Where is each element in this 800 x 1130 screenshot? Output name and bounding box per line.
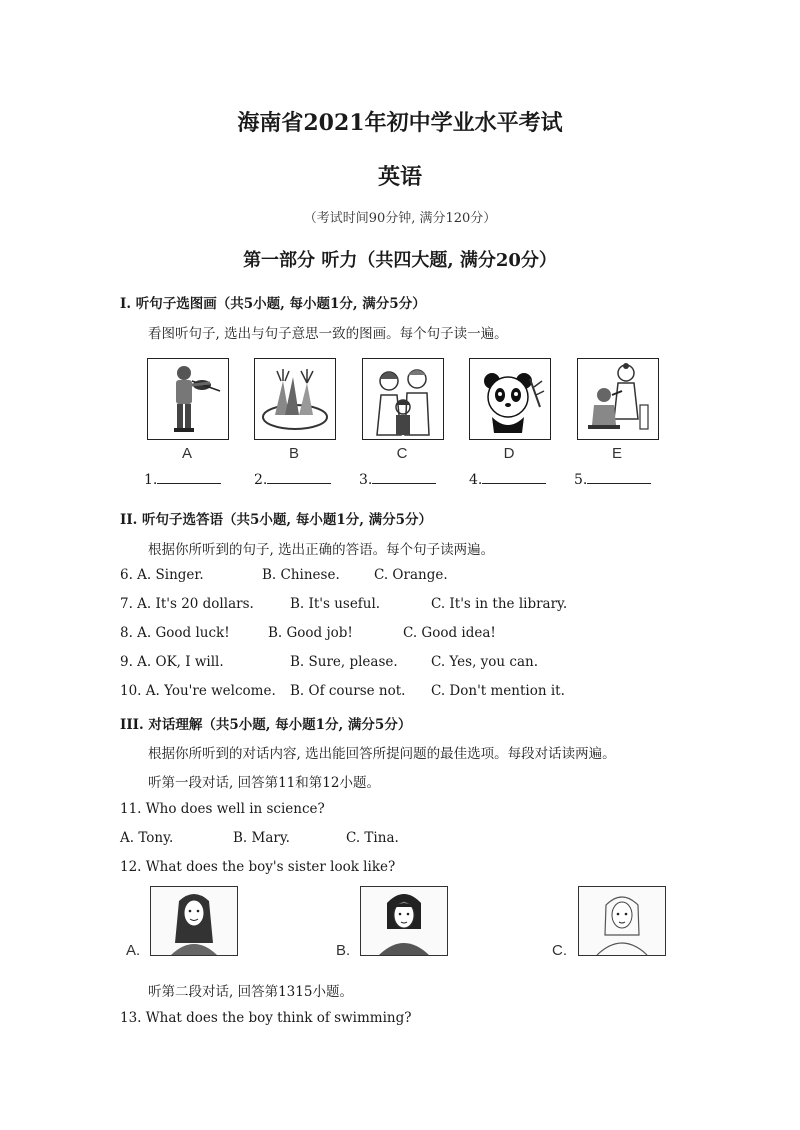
q11-stem: 11. Who does well in science? — [120, 801, 325, 817]
q7-option-b[interactable]: B. It's useful. — [290, 596, 381, 612]
vegetables-icon — [255, 359, 335, 439]
picture-a — [147, 358, 229, 440]
exam-info: （考试时间90分钟, 满分120分） — [303, 211, 497, 226]
q12-option-a[interactable] — [150, 886, 238, 956]
q8-option-c[interactable]: C. Good idea! — [403, 625, 496, 641]
q12-option-c[interactable] — [578, 886, 666, 956]
section2-instruction: 根据你所听到的句子, 选出正确的答语。每个句子读两遍。 — [148, 542, 495, 558]
picture-label-a: A — [181, 445, 192, 462]
blank-line — [157, 471, 221, 484]
picture-label-d: D — [503, 445, 515, 462]
q10-option-a[interactable]: 10. A. You're welcome. — [120, 683, 276, 699]
part-title: 第一部分 听力（共四大题, 满分20分） — [243, 250, 557, 271]
exam-title: 海南省2021年初中学业水平考试 — [237, 110, 563, 136]
blank-line — [482, 471, 546, 484]
q10-option-c[interactable]: C. Don't mention it. — [431, 683, 565, 699]
blank-number: 1. — [144, 472, 158, 488]
q12-label-c: C. — [552, 942, 567, 959]
section3-instruction: 根据你所听到的对话内容, 选出能回答所提问题的最佳选项。每段对话读两遍。 — [148, 746, 616, 762]
blank-line — [587, 471, 651, 484]
blank-number: 5. — [574, 472, 588, 488]
picture-label-b: B — [288, 445, 299, 462]
q9-option-c[interactable]: C. Yes, you can. — [431, 654, 539, 670]
girl-blonde-hair-icon — [579, 887, 665, 955]
section1-heading: I. 听句子选图画（共5小题, 每小题1分, 满分5分） — [120, 296, 426, 312]
blank-line — [372, 471, 436, 484]
dialog1-note: 听第一段对话, 回答第11和第12小题。 — [148, 775, 380, 791]
picture-b — [254, 358, 336, 440]
family-icon — [363, 359, 443, 439]
answer-blank-1[interactable] — [144, 471, 221, 488]
q12-label-b: B. — [336, 942, 351, 959]
section2-heading: II. 听句子选答语（共5小题, 每小题1分, 满分5分） — [120, 512, 433, 528]
q12-stem: 12. What does the boy's sister look like? — [120, 859, 396, 875]
q11-option-a[interactable]: A. Tony. — [120, 830, 174, 846]
dialog2-note: 听第二段对话, 回答第1315小题。 — [148, 984, 353, 1000]
subject-title: 英语 — [377, 164, 422, 190]
q7-option-a[interactable]: 7. A. It's 20 dollars. — [120, 596, 254, 612]
q6-option-b[interactable]: B. Chinese. — [262, 567, 340, 583]
answer-blank-5[interactable] — [574, 471, 651, 488]
picture-label-e: E — [611, 445, 622, 462]
q11-option-b[interactable]: B. Mary. — [233, 830, 290, 846]
q9-option-b[interactable]: B. Sure, please. — [290, 654, 398, 670]
q8-option-a[interactable]: 8. A. Good luck! — [120, 625, 230, 641]
dentist-icon — [578, 359, 658, 439]
blank-number: 2. — [254, 472, 268, 488]
q8-option-b[interactable]: B. Good job! — [268, 625, 353, 641]
panda-icon — [470, 359, 550, 439]
q6-option-a[interactable]: 6. A. Singer. — [120, 567, 204, 583]
q9-option-a[interactable]: 9. A. OK, I will. — [120, 654, 224, 670]
picture-e — [577, 358, 659, 440]
blank-number: 4. — [469, 472, 483, 488]
blank-number: 3. — [359, 472, 373, 488]
q6-option-c[interactable]: C. Orange. — [374, 567, 448, 583]
girl-short-hair-icon — [361, 887, 447, 955]
q7-option-c[interactable]: C. It's in the library. — [431, 596, 568, 612]
q12-option-b[interactable] — [360, 886, 448, 956]
picture-c — [362, 358, 444, 440]
answer-blank-2[interactable] — [254, 471, 331, 488]
section1-instruction: 看图听句子, 选出与句子意思一致的图画。每个句子读一遍。 — [148, 326, 508, 342]
picture-label-c: C — [396, 445, 408, 462]
q10-option-b[interactable]: B. Of course not. — [290, 683, 406, 699]
q12-label-a: A. — [126, 942, 141, 959]
q13-stem: 13. What does the boy think of swimming? — [120, 1010, 412, 1026]
q11-option-c[interactable]: C. Tina. — [346, 830, 399, 846]
section3-heading: III. 对话理解（共5小题, 每小题1分, 满分5分） — [120, 717, 412, 733]
blank-line — [267, 471, 331, 484]
picture-d — [469, 358, 551, 440]
girl-long-hair-icon — [151, 887, 237, 955]
answer-blank-3[interactable] — [359, 471, 436, 488]
answer-blank-4[interactable] — [469, 471, 546, 488]
violin-player-icon — [148, 359, 228, 439]
